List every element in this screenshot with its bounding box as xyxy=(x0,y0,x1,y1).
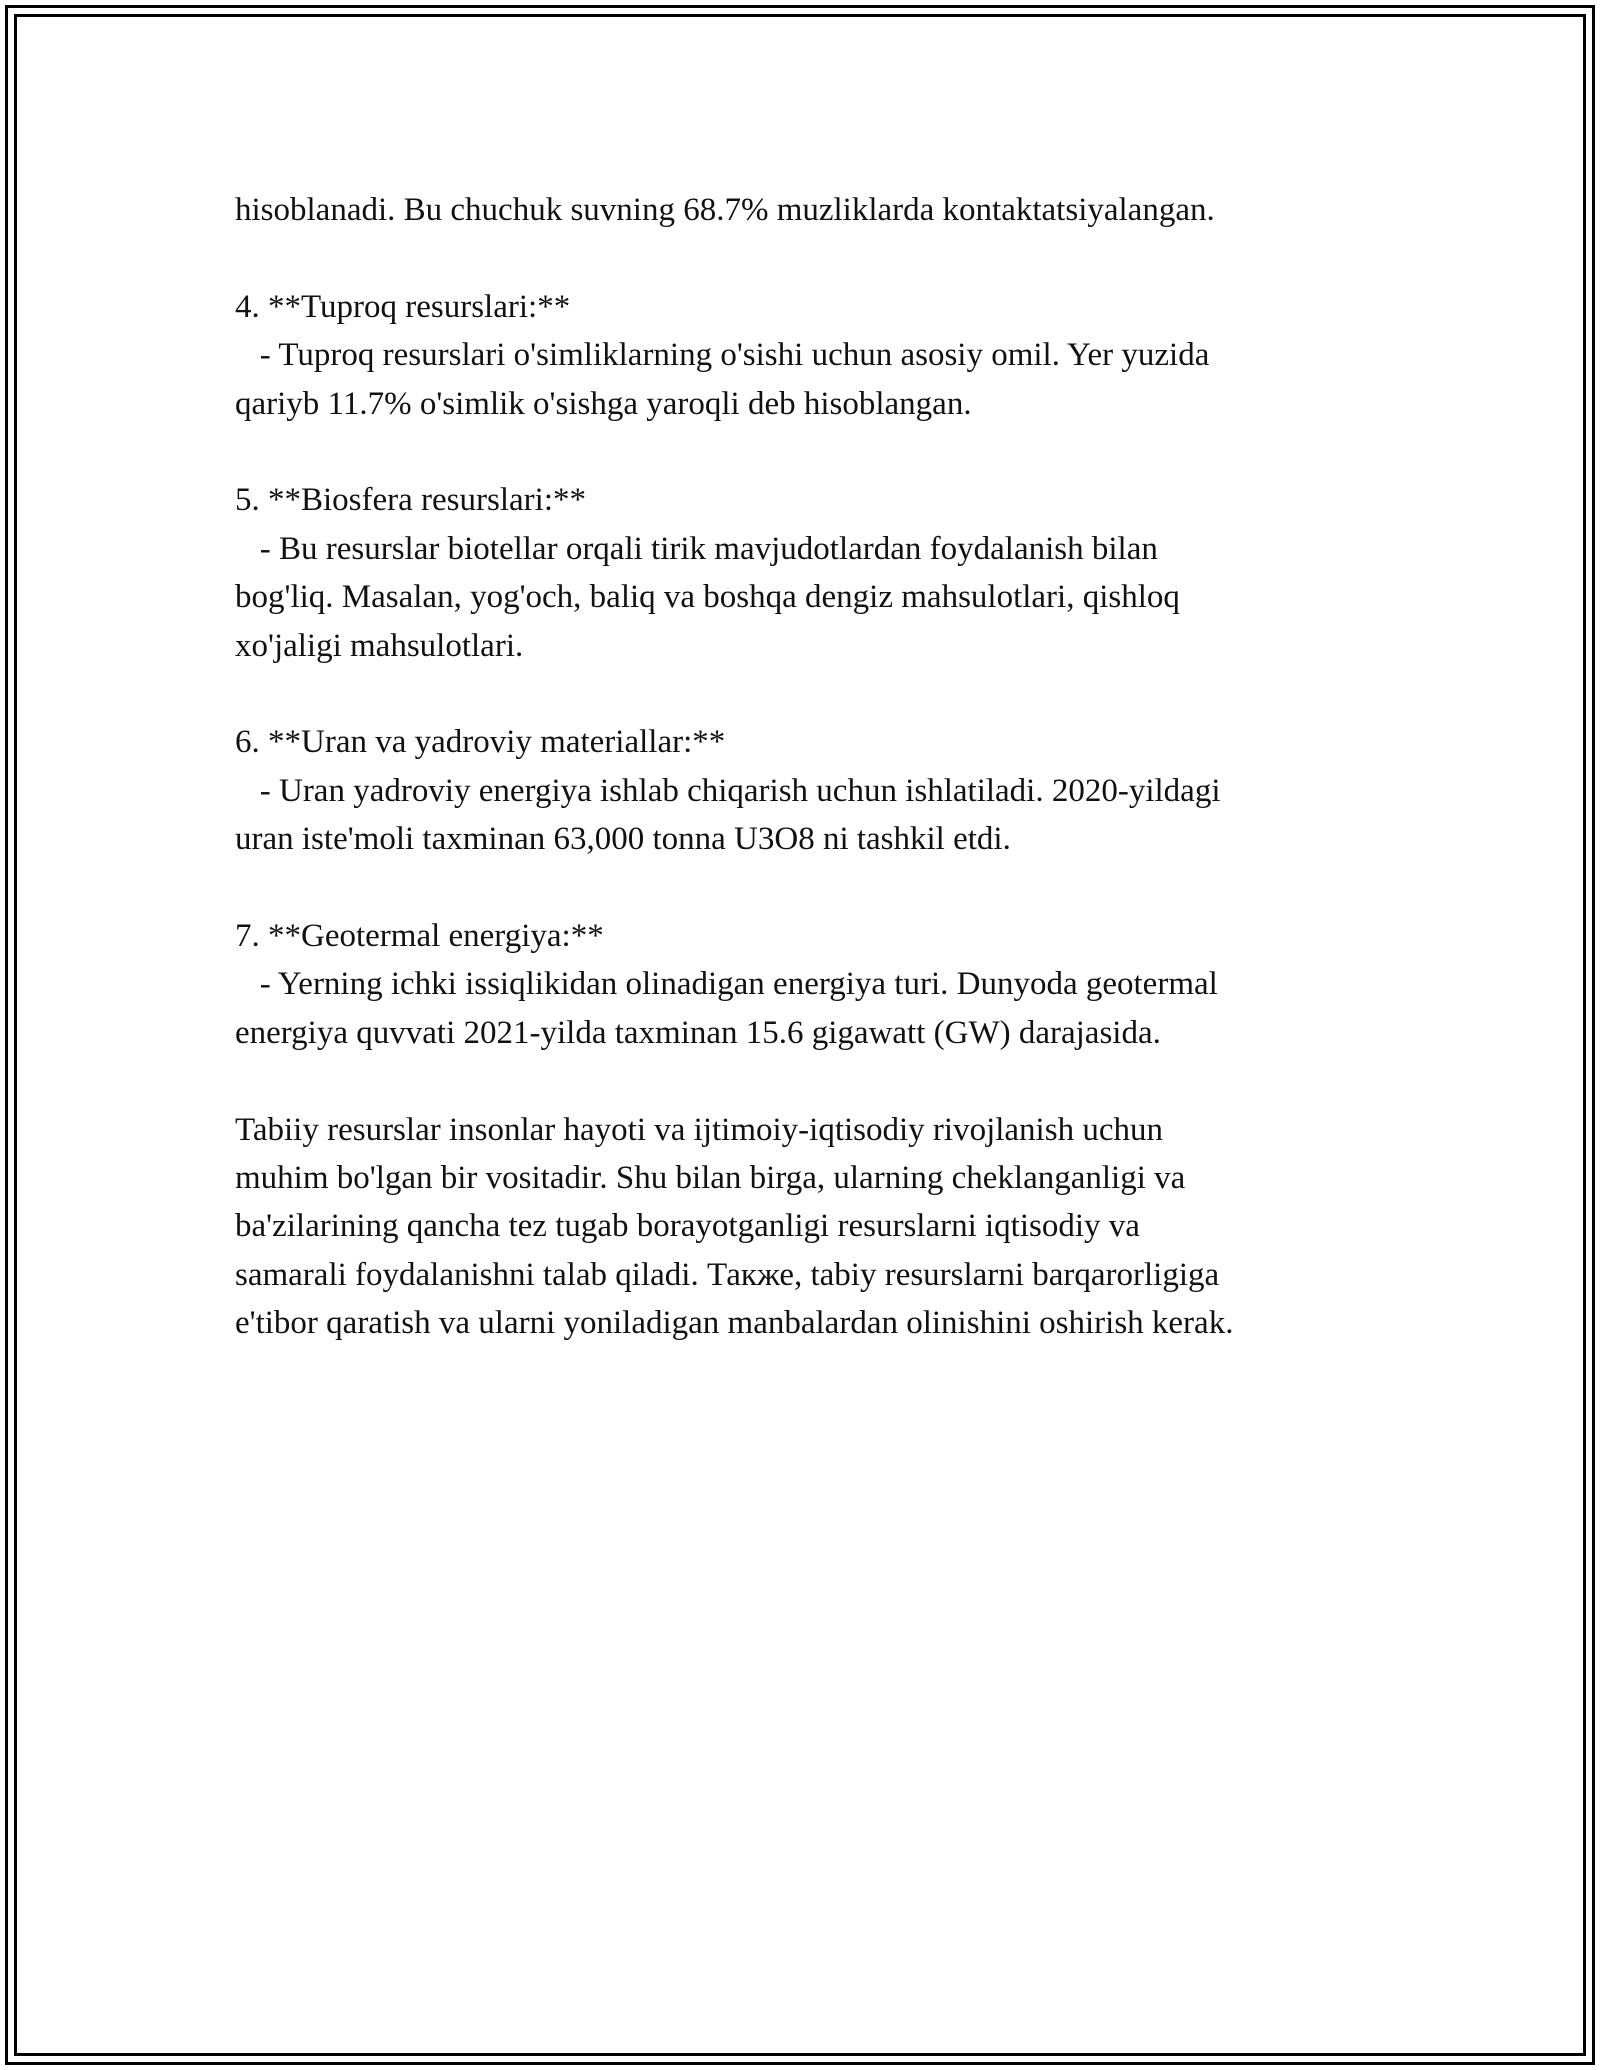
conclusion-line: e'tibor qaratish va ularni yoniladigan manbalardan olinishini oshirish kerak. xyxy=(235,1305,1234,1342)
conclusion-line: muhim bo'lgan bir vositadir. Shu bilan birga, ularning cheklanganligi va xyxy=(235,1160,1186,1197)
section-text-line: - Uran yadroviy energiya ishlab chiqarish uchun ishlatiladi. 2020-yildagi xyxy=(235,772,1221,809)
section-text-line: - Bu resurslar biotellar orqali tirik mavjudotlardan foydalanish bilan xyxy=(235,530,1158,567)
section-text-line: - Yerning ichki issiqlikidan olinadigan energiya turi. Dunyoda geotermal xyxy=(235,966,1218,1003)
conclusion-line: samarali foydalanishni talab qiladi. Также, tabiy resurslarni barqarorligiga xyxy=(235,1256,1220,1293)
intro-line: hisoblanadi. Bu chuchuk suvning 68.7% muzliklarda kontaktatsiyalangan. xyxy=(235,192,1215,228)
section-heading: 7. **Geotermal energiya:** xyxy=(235,918,604,955)
section-uranium-materials xyxy=(235,718,1365,863)
section-heading: 4. **Tuproq resurslari:** xyxy=(235,288,571,325)
section-text-line: qariyb 11.7% o'simlik o'sishga yaroqli deb hisoblangan. xyxy=(235,385,972,422)
section-heading: 5. **Biosfera resurslari:** xyxy=(235,482,586,519)
section-text-line: xo'jaligi mahsulotlari. xyxy=(235,627,524,664)
conclusion-line: ba'zilarining qancha tez tugab borayotganligi resurslarni iqtisodiy va xyxy=(235,1208,1140,1245)
section-text-line: energiya quvvati 2021-yilda taxminan 15.6 gigawatt (GW) darajasida. xyxy=(235,1014,1161,1051)
section-text-line: - Tuproq resurslari o'simliklarning o'sishi uchun asosiy omil. Yer yuzida xyxy=(235,337,1210,374)
section-text-line: bog'liq. Masalan, yog'och, baliq va boshqa dengiz mahsulotlari, qishloq xyxy=(235,579,1180,616)
document-body xyxy=(235,186,1365,1396)
intro-paragraph xyxy=(235,186,1365,234)
section-text-line: uran iste'moli taxminan 63,000 tonna U3O8 ni tashkil etdi. xyxy=(235,821,1011,858)
conclusion-line: Tabiiy resurslar insonlar hayoti va ijtimoiy-iqtisodiy rivojlanish uchun xyxy=(235,1111,1163,1148)
conclusion-paragraph xyxy=(235,1106,1365,1348)
section-soil-resources xyxy=(235,283,1365,428)
section-heading: 6. **Uran va yadroviy materiallar:** xyxy=(235,724,726,761)
section-biosphere-resources xyxy=(235,476,1365,670)
section-geothermal-energy xyxy=(235,912,1365,1057)
